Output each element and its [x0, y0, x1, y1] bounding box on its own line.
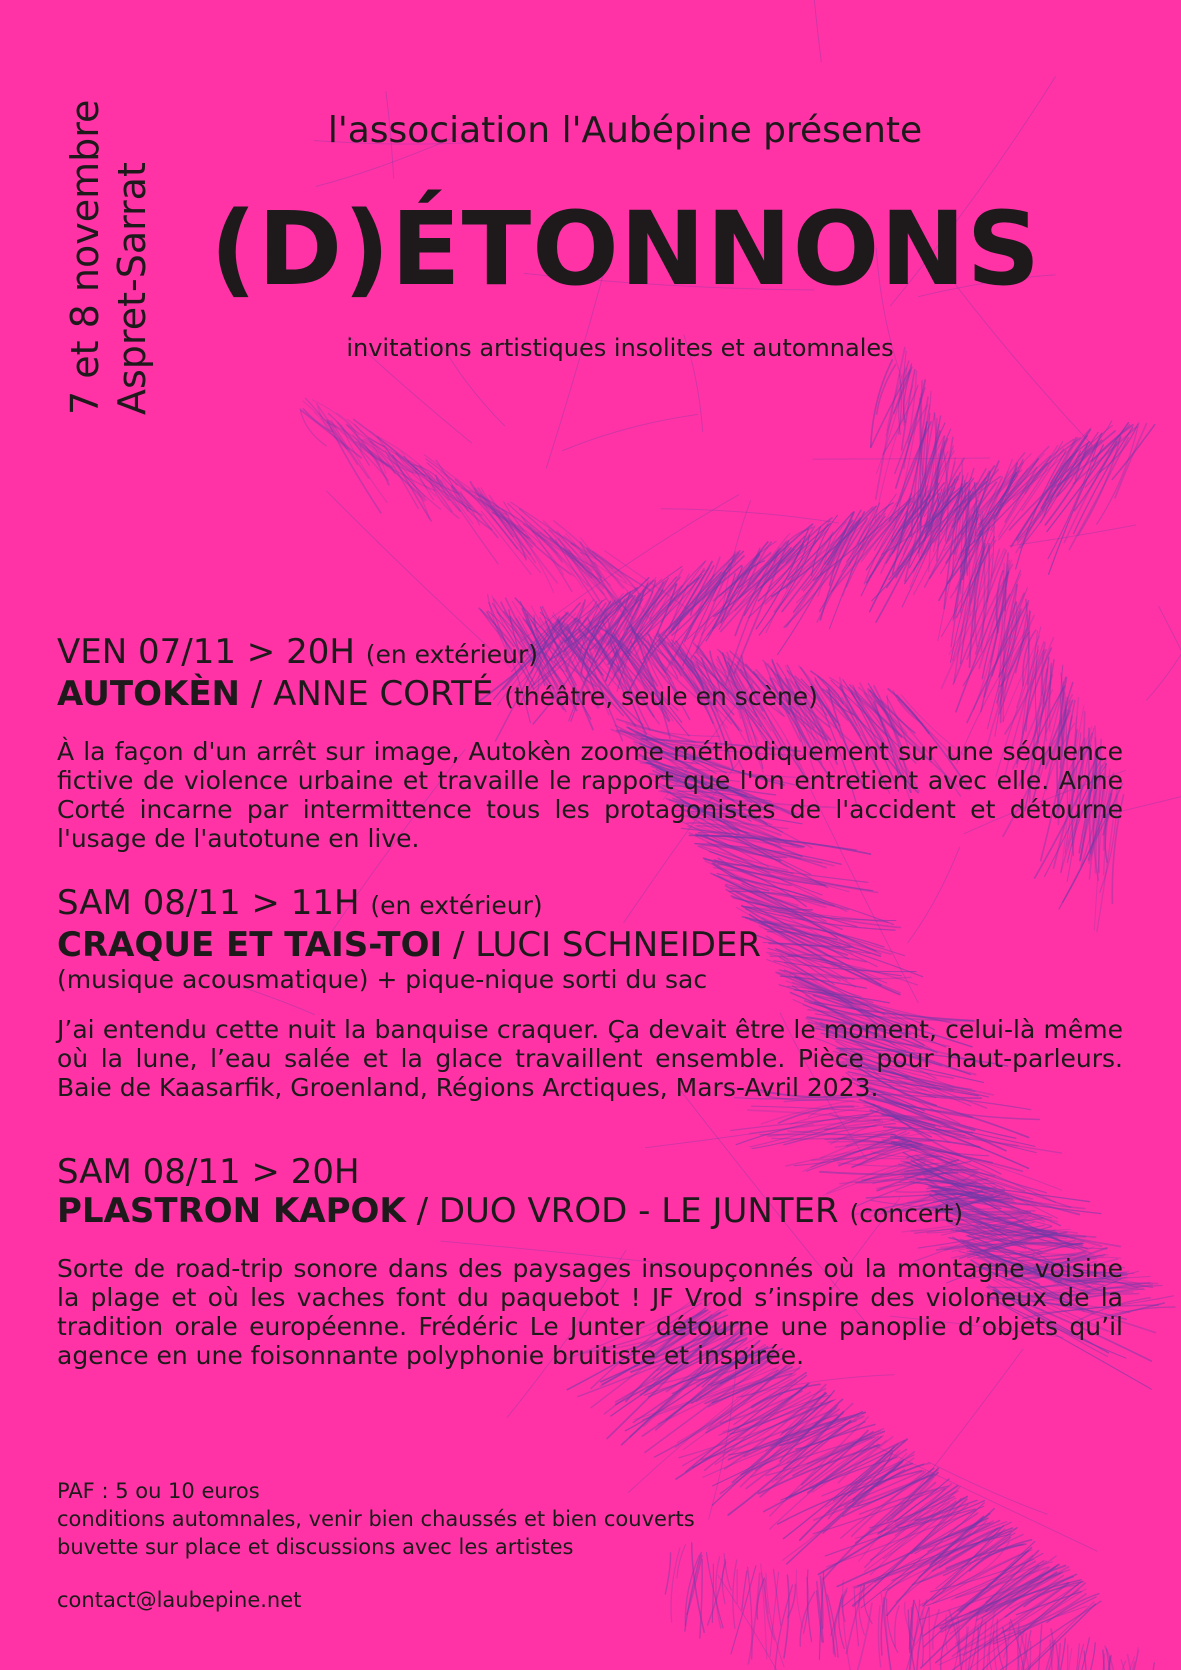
- drawing-stroke: [1128, 1655, 1133, 1670]
- drawing-stroke: [966, 1627, 967, 1670]
- event-when-note: (en extérieur): [365, 640, 539, 669]
- event-autoken: [57, 633, 1123, 853]
- drawing-stroke: [1101, 1650, 1105, 1670]
- contact-email[interactable]: contact@laubepine.net: [57, 1588, 302, 1612]
- event-plastron-kapok: [57, 1153, 1123, 1370]
- drawing-stroke: [731, 1116, 874, 1130]
- drawing-stroke: [1036, 1625, 1041, 1670]
- drawing-stroke: [774, 1570, 781, 1626]
- drawing-stroke: [796, 1570, 802, 1628]
- drawing-stroke: [712, 1564, 713, 1623]
- drawing-stroke: [724, 1554, 731, 1590]
- drawing-stroke: [661, 509, 839, 523]
- drawing-stroke: [707, 1553, 724, 1628]
- drawing-stroke: [1068, 1649, 1071, 1670]
- drawing-stroke: [864, 1586, 872, 1624]
- event-datetime: [57, 884, 1123, 925]
- drawing-stroke: [1153, 1663, 1156, 1670]
- price-info: PAF : 5 ou 10 euros: [57, 1479, 260, 1503]
- event-craque-et-tais-toi: [57, 884, 1123, 1102]
- event-heading: [57, 674, 1123, 717]
- drawing-stroke: [807, 0, 822, 62]
- event-heading: [57, 1191, 1123, 1234]
- event-artist: / LUCI SCHNEIDER: [442, 925, 762, 965]
- drawing-stroke: [742, 1571, 747, 1610]
- event-when: SAM 08/11 > 20H: [57, 1152, 360, 1192]
- drawing-stroke: [329, 414, 370, 466]
- drawing-stroke: [700, 1560, 702, 1639]
- event-when-note: (en extérieur): [370, 891, 543, 920]
- drawing-stroke: [878, 1606, 880, 1667]
- bar-info: buvette sur place et discussions avec les artistes: [57, 1535, 574, 1559]
- drawing-stroke: [847, 1585, 865, 1653]
- drawing-stroke: [884, 1598, 892, 1670]
- event-genre: (théâtre, seule en scène): [504, 682, 818, 711]
- event-datetime: [57, 633, 1123, 674]
- conditions-info: conditions automnales, venir bien chaussés et bien couverts: [57, 1507, 695, 1531]
- drawing-stroke: [852, 1604, 872, 1670]
- event-dates: 7 et 8 novembre: [63, 99, 107, 415]
- festival-title: (D)ÉTONNONS: [210, 190, 1042, 309]
- event-genre: (musique acousmatique) + pique-nique sorti du sac: [57, 965, 708, 994]
- drawing-stroke: [895, 1606, 899, 1647]
- event-artist: / DUO VROD - LE JUNTER: [405, 1191, 839, 1231]
- drawing-stroke: [1159, 606, 1181, 830]
- event-datetime: [57, 1153, 1123, 1191]
- presenter-line: l'association l'Aubépine présente: [327, 110, 923, 151]
- event-title: AUTOKÈN: [57, 674, 240, 714]
- drawing-stroke: [871, 360, 893, 448]
- drawing-stroke: [1147, 631, 1181, 701]
- event-heading: [57, 925, 1123, 965]
- event-location: Aspret-Sarrat: [110, 162, 154, 415]
- drawing-stroke: [968, 490, 970, 616]
- drawing-stroke: [929, 1608, 930, 1670]
- drawing-stroke: [778, 1471, 922, 1524]
- drawing-stroke: [733, 1560, 737, 1628]
- drawing-stroke: [833, 1591, 846, 1654]
- drawing-stroke: [506, 514, 557, 583]
- event-description: À la façon d'un arrêt sur image, Autokèn zoome méthodiquement sur une séquence fictive de violence urbaine et travaille le rapport que l'on entretient avec elle. Anne Corté incarne par intermittence tous les protagonistes de l'accident et détourne l'usage de l'autotune en live.: [57, 737, 1123, 853]
- drawing-stroke: [735, 549, 779, 636]
- event-genre: (concert): [849, 1199, 964, 1228]
- event-artist: / ANNE CORTÉ: [240, 674, 494, 714]
- festival-subtitle: invitations artistiques insolites et automnales: [346, 334, 894, 362]
- event-description: Sorte de road-trip sonore dans des paysages insoupçonnés où la montagne voisine la plage et où les vaches font du paquebot ! JF Vrod s’inspire des violoneux de la tradition orale européenne. Frédéric Le Junter détourne une panoplie d’objets qu’il agence en une foisonnante polyphonie bruitiste et inspirée.: [57, 1254, 1123, 1370]
- drawing-stroke: [770, 1572, 779, 1656]
- drawing-stroke: [563, 415, 698, 451]
- practical-info: [57, 1477, 695, 1561]
- date-location: [62, 100, 156, 415]
- event-description: J’ai entendu cette nuit la banquise craquer. Ça devait être le moment, celui-là même où la lune, l’eau salée et la glace travaillent ensemble. Pièce pour haut-parleurs. Baie de Kaasarfik, Groenland, Régions Arctiques, Mars-Avril 2023.: [57, 1015, 1123, 1102]
- event-title: CRAQUE ET TAIS-TOI: [57, 925, 443, 965]
- event-when: SAM 08/11 > 11H: [57, 883, 360, 923]
- event-title: PLASTRON KAPOK: [57, 1191, 406, 1231]
- event-when: VEN 07/11 > 20H: [57, 632, 355, 672]
